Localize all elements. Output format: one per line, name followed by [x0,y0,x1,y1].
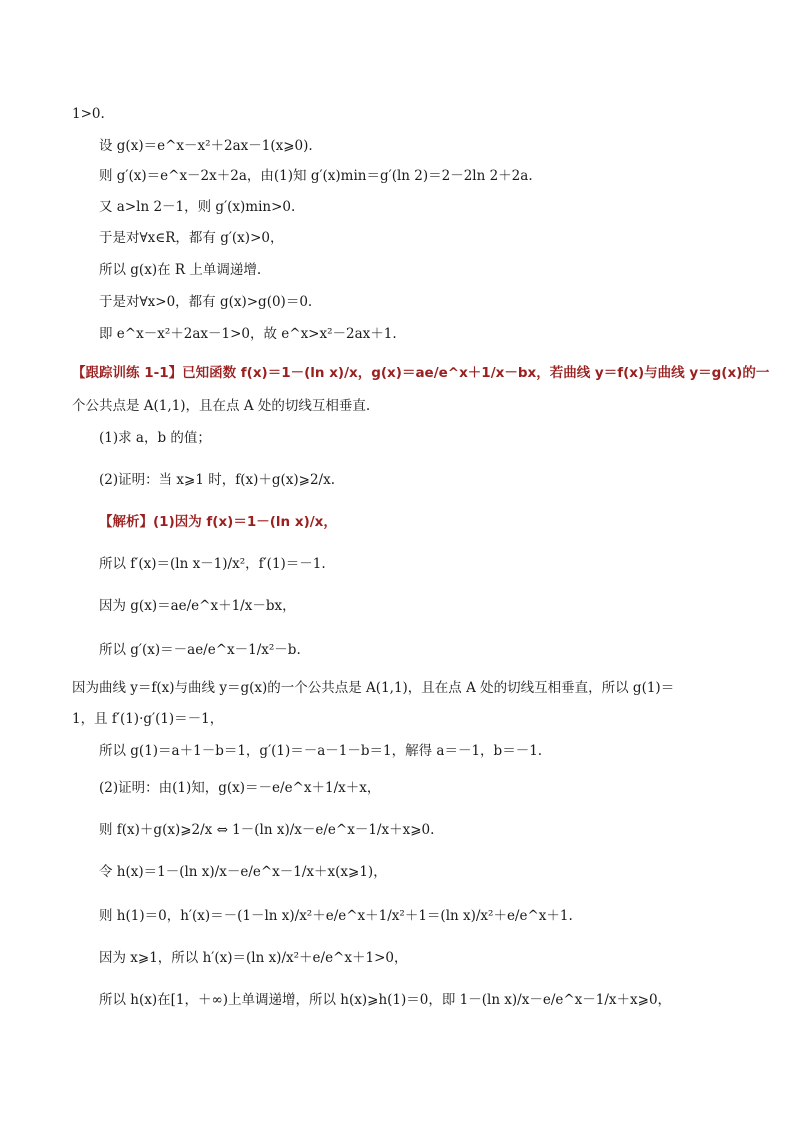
line-text: 则 h(1)＝0，h′(x)＝－(1－ln x)/x²＋e/e^x＋1/x²＋1＝(ln x)/x²＋e/e^x＋1. [99,908,573,924]
text-line [99,778,380,798]
text-line [99,820,434,840]
line-text: 所以 g(x)在 R 上单调递增. [99,262,262,278]
line-text: 则 g′(x)＝e^x－2x＋2a，由(1)知 g′(x)min＝g′(ln 2)＝2－2ln 2＋2a. [99,168,533,184]
line-text: 所以 h(x)在[1，＋∞)上单调递增，所以 h(x)⩾h(1)＝0，即 1－(ln x)/x－e/e^x－1/x＋x⩾0， [99,992,672,1008]
text-line [99,741,542,761]
line-text: 1>0. [72,106,105,122]
line-text: 令 h(x)＝1－(ln x)/x－e/e^x－1/x＋x(x⩾1)， [99,864,387,880]
line-text: 因为 x⩾1，所以 h′(x)＝(ln x)/x²＋e/e^x＋1>0， [99,950,408,966]
line-text: 于是对∀x∈R，都有 g′(x)>0， [99,230,284,246]
text-line [72,709,223,729]
line-text: 个公共点是 A(1,1)，且在点 A 处的切线互相垂直. [72,398,371,414]
line-text: 因为 g(x)＝ae/e^x＋1/x－bx， [99,598,296,614]
exercise-heading-line [72,363,769,383]
line-text: 即 e^x－x²＋2ax－1>0，故 e^x>x²－2ax＋1. [99,326,397,342]
text-line [99,228,283,248]
line-text: (2)证明：当 x⩾1 时，f(x)＋g(x)⩾2/x. [99,472,336,488]
line-text: 1，且 f′(1)·g′(1)＝－1， [72,711,224,727]
text-line [99,470,335,490]
text-line [72,678,674,698]
text-line [99,324,397,344]
line-text: 因为曲线 y＝f(x)与曲线 y＝g(x)的一个公共点是 A(1,1)，且在点 A 处的切线互相垂直，所以 g(1)＝ [72,680,675,696]
line-text: 又 a>ln 2－1，则 g′(x)min>0. [99,199,296,215]
line-text: 【跟踪训练 1-1】已知函数 f(x)＝1－(ln x)/x，g(x)＝ae/e^x＋1/x－bx，若曲线 y＝f(x)与曲线 y＝g(x)的一 [72,365,770,381]
solution-heading-line [99,512,337,532]
text-line [99,260,261,280]
text-line [99,292,312,312]
text-line [72,396,370,416]
line-text: 所以 f′(x)＝(ln x－1)/x²，f′(1)＝－1. [99,556,326,572]
line-text: (1)求 a，b 的值； [99,430,211,446]
line-text: 设 g(x)＝e^x－x²＋2ax－1(x⩾0). [99,138,313,154]
text-line [99,596,296,616]
text-line [99,990,671,1010]
text-line [99,428,211,448]
line-text: 所以 g′(x)＝－ae/e^x－1/x²－b. [99,642,301,658]
text-line [99,640,301,660]
line-text: 所以 g(1)＝a＋1－b＝1，g′(1)＝－a－1－b＝1，解得 a＝－1，b＝－1. [99,743,543,759]
text-line [99,906,573,926]
text-line [99,554,326,574]
line-text: 则 f(x)＋g(x)⩾2/x ⇔ 1－(ln x)/x－e/e^x－1/x＋x⩾0. [99,822,435,838]
text-line [99,948,407,968]
line-text: 【解析】(1)因为 f(x)＝1－(ln x)/x， [99,514,337,530]
text-line [99,197,295,217]
text-line [99,862,387,882]
line-text: 于是对∀x>0，都有 g(x)>g(0)＝0. [99,294,313,310]
line-text: (2)证明：由(1)知，g(x)＝－e/e^x＋1/x＋x， [99,780,381,796]
text-line [99,136,313,156]
text-line [72,104,105,124]
text-line [99,166,533,186]
